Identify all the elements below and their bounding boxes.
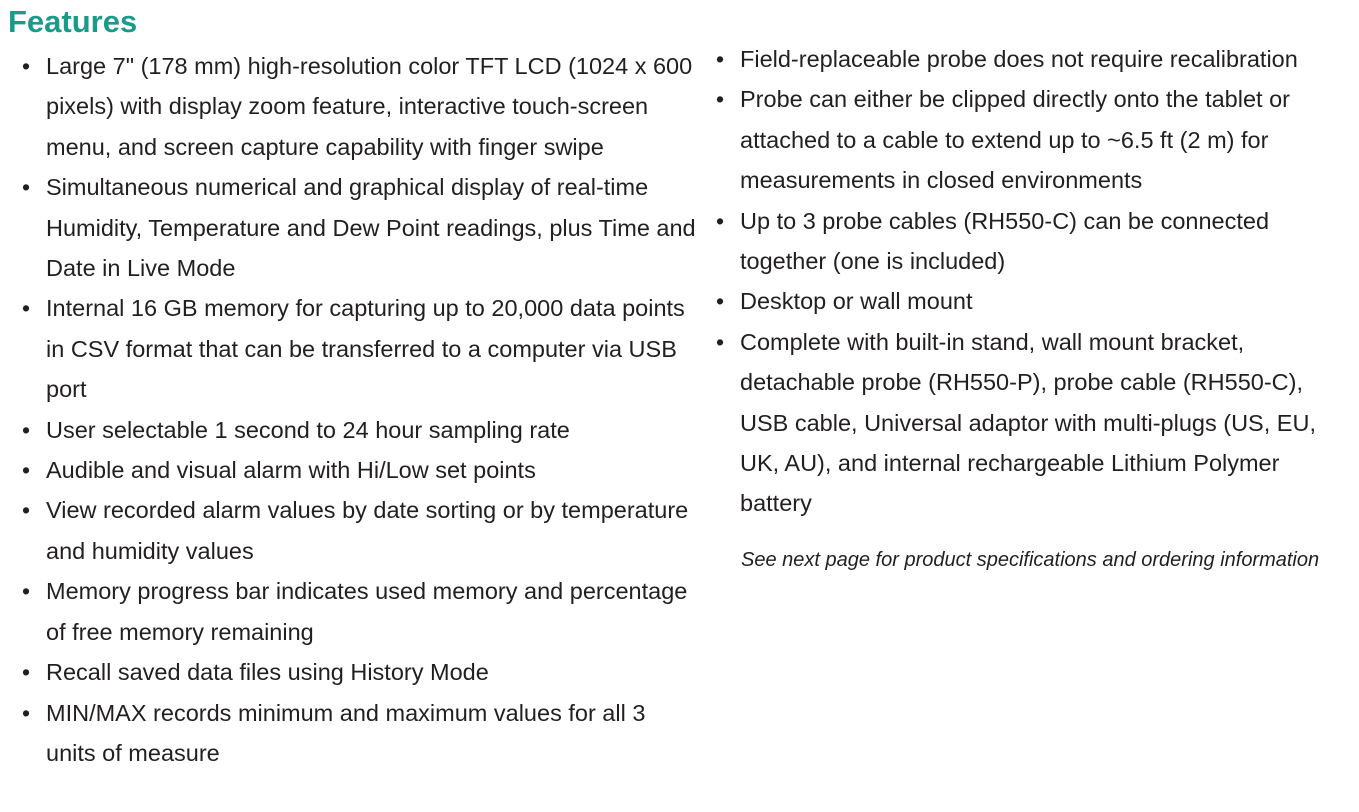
- bullet-icon: •: [22, 416, 31, 443]
- feature-text: Simultaneous numerical and graphical display of real-time Humidity, Temperature and Dew Point readings, plus Time and Date in Live Mode: [46, 174, 696, 282]
- feature-item: [0, 450, 700, 490]
- features-list-right: [696, 39, 1356, 524]
- bullet-icon: •: [22, 659, 31, 686]
- bullet-icon: •: [716, 288, 725, 315]
- bullet-icon: •: [22, 53, 31, 79]
- feature-text: Audible and visual alarm with Hi/Low set points: [46, 457, 536, 484]
- feature-text: Large 7" (178 mm) high-resolution color TFT LCD (1024 x 600 pixels) with display zoom feature, interactive touch-screen menu, and screen capture capability with finger swipe: [46, 53, 693, 160]
- feature-text: MIN/MAX records minimum and maximum values for all 3 units of measure: [46, 699, 646, 766]
- feature-item: [696, 201, 1356, 282]
- bullet-icon: •: [22, 174, 31, 201]
- bullet-icon: •: [22, 497, 31, 524]
- feature-text: Up to 3 probe cables (RH550-C) can be connected together (one is included): [740, 207, 1270, 275]
- bullet-icon: •: [716, 328, 725, 355]
- feature-text: View recorded alarm values by date sorting or by temperature and humidity values: [46, 497, 689, 564]
- bullet-icon: •: [22, 295, 31, 322]
- feature-text: Recall saved data files using History Mode: [46, 659, 489, 686]
- feature-item: [0, 693, 700, 774]
- feature-item: [696, 281, 1356, 321]
- feature-text: Complete with built-in stand, wall mount bracket, detachable probe (RH550-P), probe cable (RH550-C), USB cable, Universal adaptor with multi-plugs (US, EU, UK, AU), and internal rechargeable Lithium Polymer battery: [740, 328, 1316, 517]
- next-page-note: See next page for product specifications and ordering information: [741, 549, 1320, 571]
- feature-text: Memory progress bar indicates used memory and percentage of free memory remaining: [46, 578, 688, 645]
- feature-item: [0, 571, 700, 652]
- section-heading: Features: [8, 4, 138, 39]
- feature-text: Desktop or wall mount: [740, 288, 973, 315]
- feature-text: User selectable 1 second to 24 hour sampling rate: [46, 416, 570, 443]
- feature-item: [696, 39, 1356, 79]
- bullet-icon: •: [716, 207, 725, 234]
- feature-text: Field-replaceable probe does not require recalibration: [740, 46, 1298, 72]
- bullet-icon: •: [716, 46, 725, 72]
- bullet-icon: •: [22, 457, 31, 484]
- feature-item: [0, 288, 700, 409]
- bullet-icon: •: [716, 86, 725, 113]
- feature-text: Internal 16 GB memory for capturing up to 20,000 data points in CSV format that can be transferred to a computer via USB port: [46, 295, 685, 403]
- feature-item: [696, 322, 1356, 524]
- feature-item: [0, 652, 700, 692]
- feature-item: [0, 167, 700, 288]
- bullet-icon: •: [22, 578, 31, 605]
- bullet-icon: •: [22, 699, 31, 726]
- feature-item: [696, 79, 1356, 200]
- feature-item: [0, 410, 700, 450]
- feature-item: [0, 46, 700, 167]
- features-list-left: [0, 46, 700, 773]
- feature-text: Probe can either be clipped directly onto the tablet or attached to a cable to extend up to ~6.5 ft (2 m) for measurements in closed environments: [740, 86, 1290, 194]
- feature-item: [0, 490, 700, 571]
